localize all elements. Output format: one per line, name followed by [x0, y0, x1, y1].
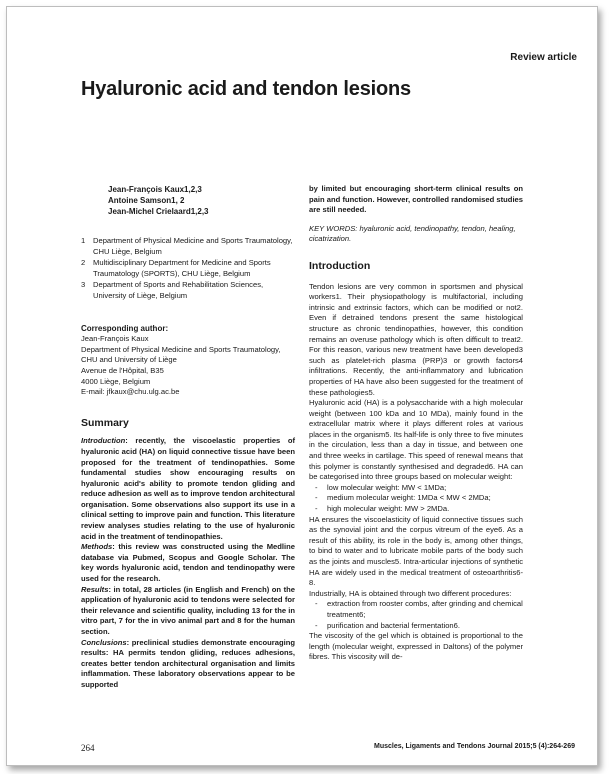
corresponding-street: Avenue de l'Hôpital, B35 [81, 365, 164, 375]
author-name: Jean-François Kaux1,2,3 [108, 185, 202, 194]
abstract-text: : in total, 28 articles (in English and French) on the application of hyaluronic acid to tendons were selected for their relevance and scientific quality, including 13 for the in vitro part, 7 for the in vivo animal part and 8 for the human section. [81, 584, 295, 636]
list-item-text: low molecular weight: MW < 1MDa; [327, 482, 447, 492]
list-item: - extraction from rooster combs, after grinding and chemical treatment6; [315, 599, 523, 619]
abstract-section [81, 542, 295, 584]
corresponding-author [81, 324, 295, 398]
abstract [81, 436, 295, 690]
corresponding-email: E-mail: jfkaux@chu.ulg.ac.be [81, 387, 180, 397]
corresponding-name: Jean-François Kaux [81, 334, 149, 344]
abstract-label: Conclusions [81, 637, 127, 647]
abstract-label: Results [81, 584, 109, 594]
paragraph: HA ensures the viscoelasticity of liquid connective tissues such as the synovial joint and the corpus vitreum of the eye6. As a result of this ability, its role in the body is, among other things, to bind to water and to lubricate mobile parts of the body such as the joints and muscles5. Intra-articular injections of synthetic HA are widely used in the medical treatment of osteoarthritis6-8. [309, 514, 523, 588]
abstract-label: Methods [81, 542, 113, 552]
affiliation-item [81, 258, 295, 279]
abstract-section [81, 638, 295, 691]
author-name: Antoine Samson1, 2 [108, 196, 185, 205]
list-item: - purification and bacterial fermentation6. [315, 620, 460, 630]
affiliation-number: 3 [81, 280, 86, 290]
procedure-list [309, 599, 523, 631]
article-type-label: Review article [510, 52, 577, 63]
introduction-heading: Introduction [309, 259, 371, 272]
introduction-body [309, 282, 523, 663]
paragraph: The viscosity of the gel which is obtained is proportional to the length (molecular weight, expressed in Daltons) of the polymer fibres. This viscosity will de- [309, 631, 523, 662]
affiliation-item [81, 236, 295, 257]
list-item: - medium molecular weight: 1MDa < MW < 2MDa; [315, 493, 491, 503]
corresponding-city: 4000 Liège, Belgium [81, 376, 151, 386]
list-item-text: medium molecular weight: 1MDa < MW < 2MDa; [327, 493, 491, 503]
abstract-continuation: by limited but encouraging short-term clinical results on pain and function. However, controlled randomised studies are still needed. [309, 184, 523, 215]
page-number: 264 [81, 743, 95, 753]
list-item: - low molecular weight: MW < 1MDa; [315, 482, 447, 492]
article-title: Hyaluronic acid and tendon lesions [81, 78, 411, 100]
affiliation-text: Department of Physical Medicine and Sports Traumatology, CHU Liège, Belgium [93, 236, 293, 256]
affiliation-text: Multidisciplinary Department for Medicine and Sports Traumatology (SPORTS), CHU Liège, Belgium [93, 258, 271, 278]
molecular-weight-list [309, 483, 523, 515]
abstract-text: : preclinical studies demonstrate encouraging results: HA permits tendon gliding, reduces adhesions, creates better tendon architectural organisation and limits inflammation. These laboratory observations appear to be supported [81, 637, 295, 689]
affiliation-item [81, 280, 295, 301]
abstract-label: Introduction [81, 436, 126, 446]
summary-heading: Summary [81, 416, 129, 429]
list-item: - high molecular weight: MW > 2MDa. [315, 504, 450, 514]
abstract-section [81, 436, 295, 542]
affiliation-text: Department of Sports and Rehabilitation Sciences, University of Liège, Belgium [93, 280, 264, 300]
corresponding-heading: Corresponding author: [81, 323, 169, 333]
paragraph: Industrially, HA is obtained through two different procedures: [309, 588, 512, 598]
paragraph: Tendon lesions are very common in sportsmen and physical workers1. Their physiopathology is multifactorial, including intrinsic and extrinsic factors, which can be modified or not2. Even if detrained tendons present the same histological structure as chronic tendinopathies, however, this condition remains an overuse pathology which is often difficult to treat2. For this reason, various new treatment have been developed3 such as platelet-rich plasma (PRP)3 or growth factors4 infiltrations. Recently, the anti-inflammatory and lubrication properties of HA have also been suggested for the treatment of these pathologies5. [309, 281, 523, 397]
abstract-text: : recently, the viscoelastic properties of hyaluronic acid (HA) on liquid connective tissue have been proposed for the treatment of tendinopathies. Some fundamental studies show encouraging results on hyaluronic acid's ability to promote tendon gliding and reduce adhesion as well as to improve tendon architectural organisation. Some observations also support its use in a clinical setting to improve pain and function. This literature review analyses studies relating to the use of hyaluronic acid in the treatment of tendinopathies. [81, 436, 295, 541]
right-column [309, 184, 523, 663]
affiliations [81, 236, 295, 302]
journal-citation: Muscles, Ligaments and Tendons Journal 2015;5 (4):264-269 [374, 743, 575, 750]
corresponding-dept: Department of Physical Medicine and Sports Traumatology, CHU and University of Liège [81, 344, 281, 365]
list-item-text: high molecular weight: MW > 2MDa. [327, 504, 450, 514]
affiliation-number: 1 [81, 236, 86, 245]
author-list [108, 184, 295, 217]
list-item-text: extraction from rooster combs, after grinding and chemical treatment6; [327, 599, 523, 619]
affiliation-number: 2 [81, 258, 86, 268]
paragraph: Hyaluronic acid (HA) is a polysaccharide with a high molecular weight (between 100 kDa and 10 MDa), mainly found in the extracellular matrix where it plays different roles at various places in the organism5. Its half-life is only three to five minutes in the circulation, less than a day in tissue, and between one and three weeks in cartilage. This speed of renewal means that this polymer is constantly synthesised and degraded6. HA can be categorised into three groups based on molecular weight: [309, 398, 523, 482]
abstract-section [81, 585, 295, 638]
keywords: KEY WORDS: hyaluronic acid, tendinopathy, tendon, healing, cicatrization. [309, 223, 516, 244]
abstract-text: : this review was constructed using the Medline database via Pubmed, Scopus and Google Scholar. The key words hyaluronic acid, tendon and tendinopathy were used for the research. [81, 542, 295, 584]
list-item-text: purification and bacterial fermentation6. [327, 620, 460, 630]
left-column [81, 184, 295, 691]
article-page [6, 6, 598, 766]
author-name: Jean-Michel Crielaard1,2,3 [108, 207, 209, 216]
